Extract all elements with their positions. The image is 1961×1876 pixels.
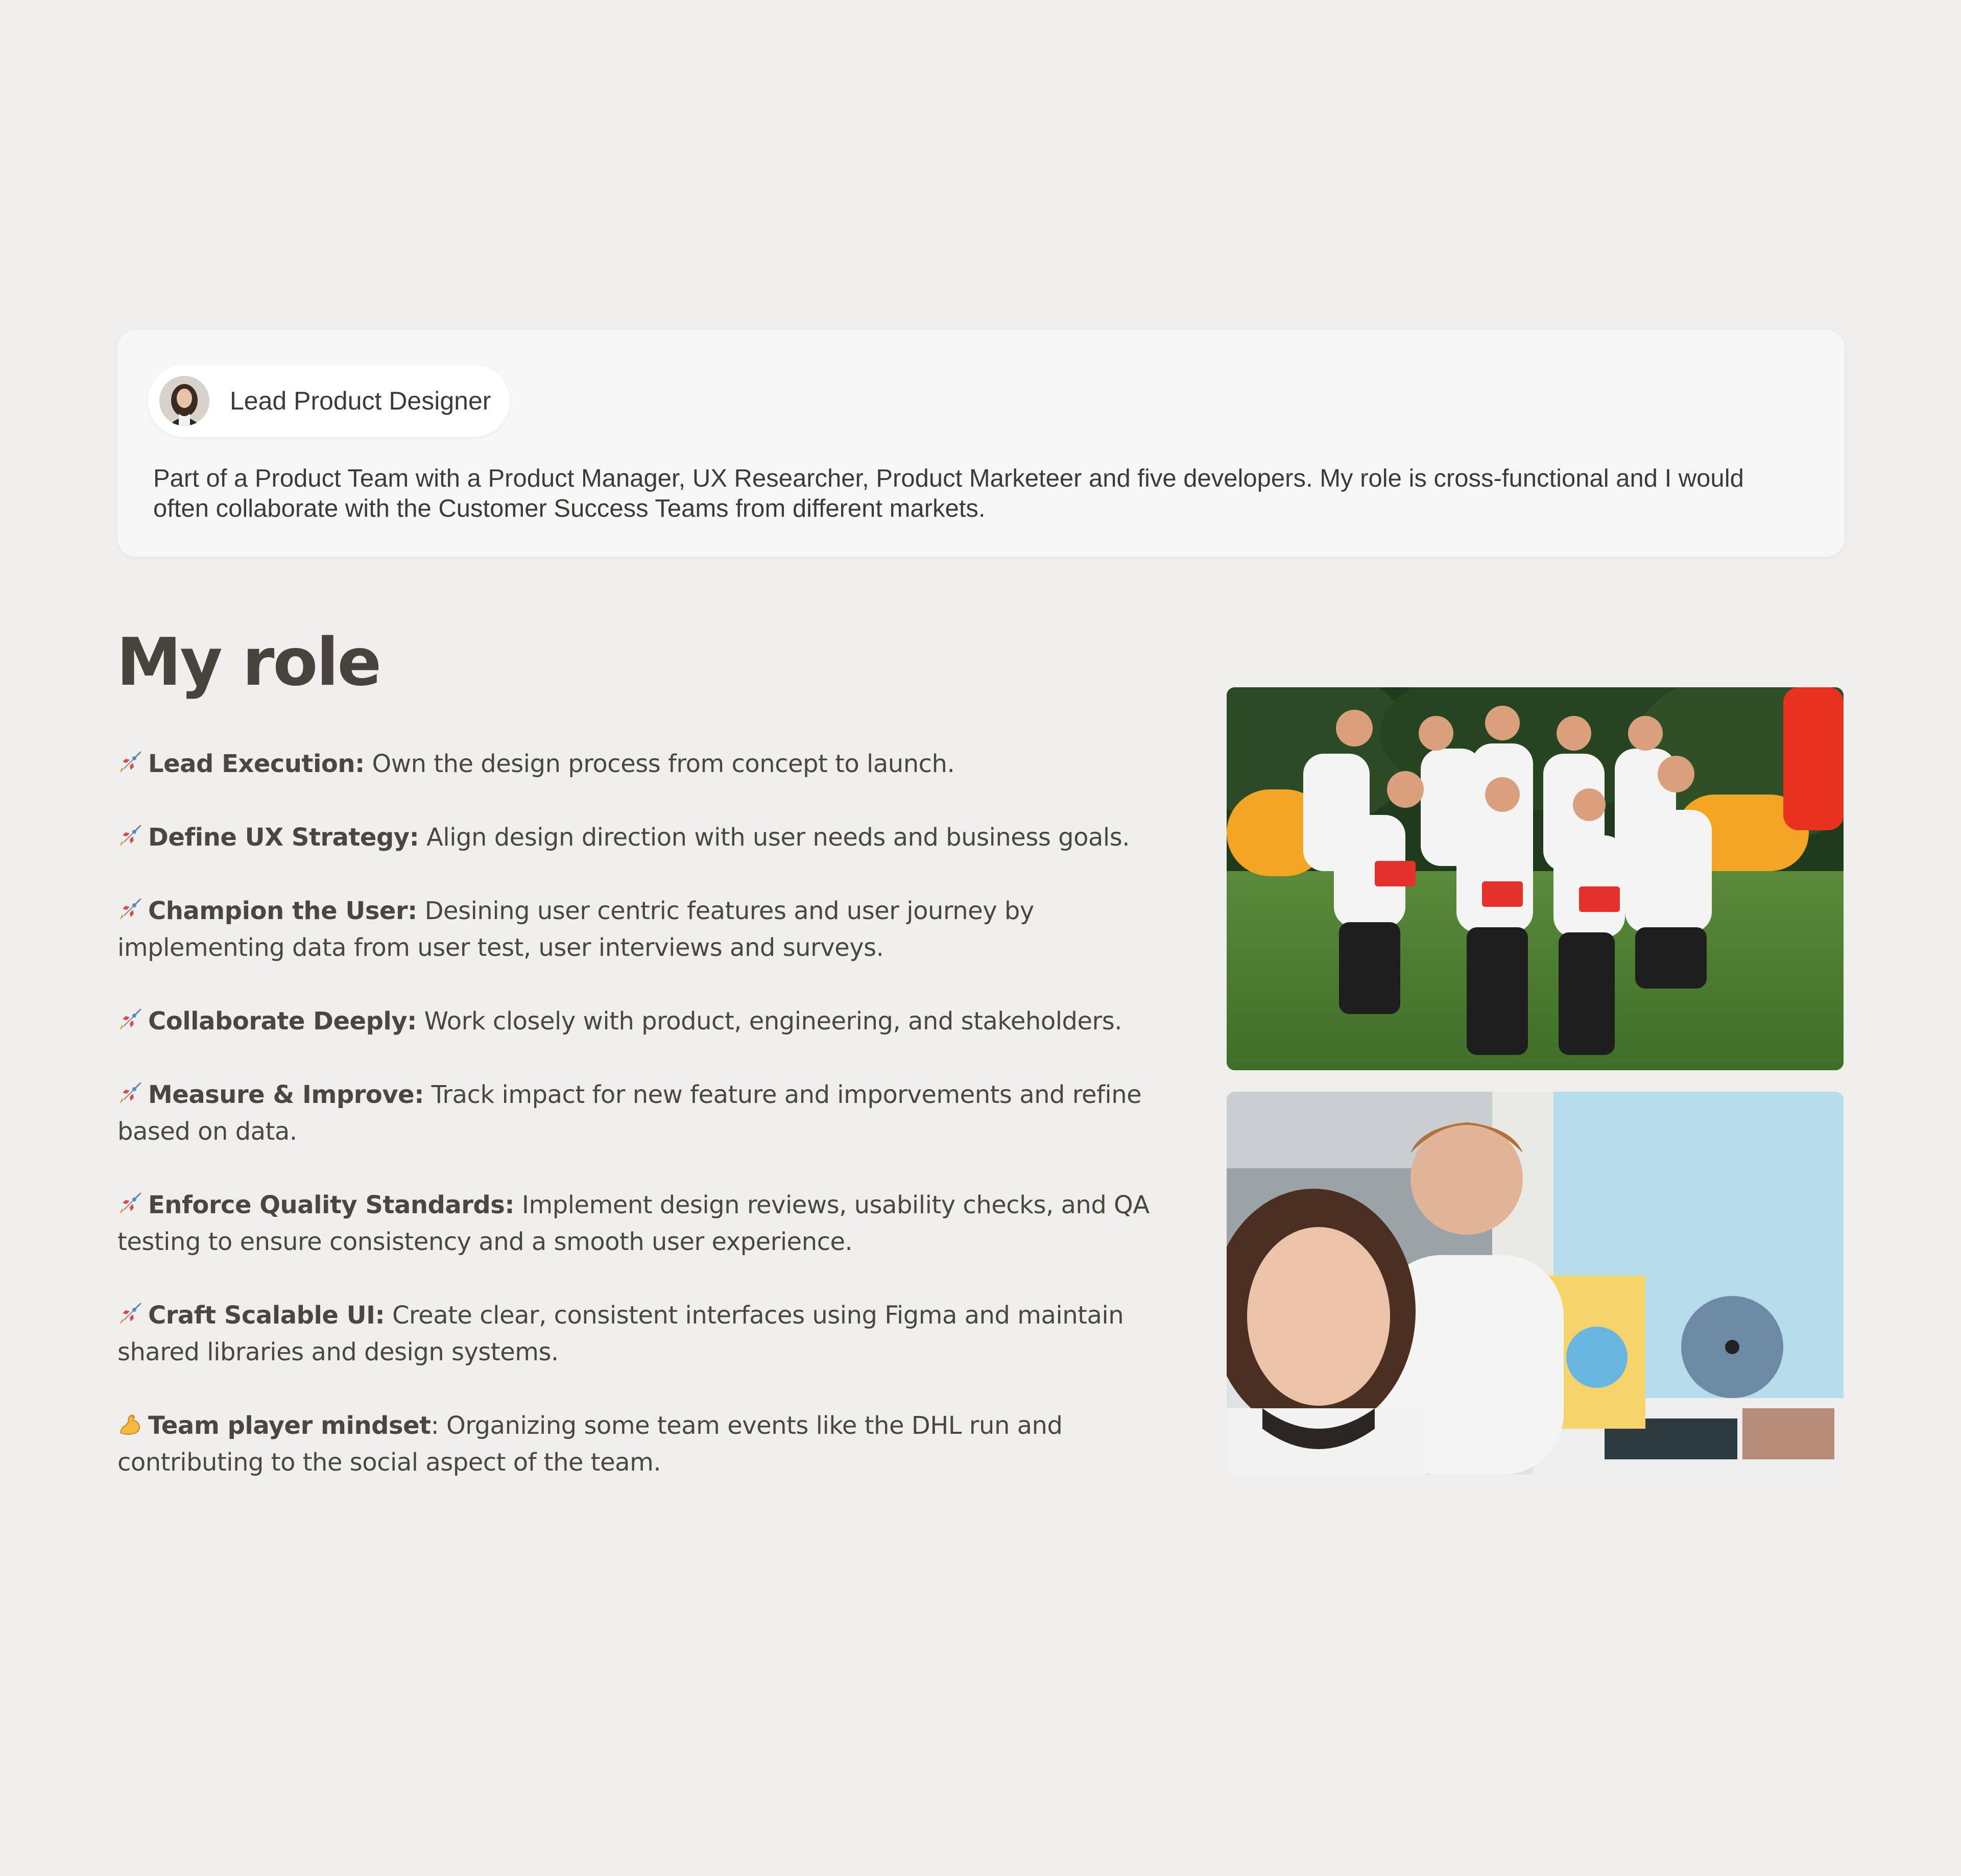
item-title: Collaborate Deeply:: [148, 1007, 417, 1036]
rocket-icon: [117, 822, 143, 848]
item-text: Create clear, consistent interfaces using Figma and maintain shared libraries and design systems.: [117, 1301, 1124, 1366]
item-text: Align design direction with user needs and business goals.: [419, 823, 1130, 852]
list-item: [117, 1407, 1180, 1481]
avatar: [159, 376, 209, 426]
item-text: Own the design process from concept to launch.: [364, 750, 955, 778]
item-text: : Organizing some team events like the DHL run and contributing to the social aspect of the team.: [117, 1411, 1063, 1477]
item-title: Champion the User:: [148, 897, 417, 925]
team-run-photo: [1227, 687, 1844, 1070]
item-title: Measure & Improve:: [148, 1080, 424, 1109]
rocket-icon: [117, 1190, 143, 1215]
list-item: [117, 1297, 1180, 1370]
item-text: Track impact for new feature and imporvements and refine based on data.: [117, 1080, 1142, 1146]
item-title: Lead Execution:: [148, 750, 365, 778]
item-title: Team player mindset: [148, 1411, 431, 1440]
list-item: [117, 745, 1180, 782]
event-booth-photo: [1227, 1092, 1844, 1475]
rocket-icon: [117, 1006, 143, 1031]
role-title: Lead Product Designer: [230, 387, 491, 415]
item-title: Enforce Quality Standards:: [148, 1191, 515, 1219]
list-item: [117, 1003, 1180, 1040]
role-chip: [148, 365, 510, 437]
list-item: [117, 1187, 1180, 1260]
rocket-icon: [117, 1079, 143, 1105]
rocket-icon: [117, 1300, 143, 1326]
item-text: Implement design reviews, usability checks, and QA testing to ensure consistency and a smooth user experience.: [117, 1191, 1150, 1256]
role-card: [117, 330, 1845, 557]
list-item: [117, 1076, 1180, 1150]
list-item: [117, 819, 1180, 856]
section-heading: My role: [116, 624, 380, 701]
item-text: Desining user centric features and user journey by implementing data from user test, user interviews and surveys.: [117, 897, 1034, 962]
list-item: [117, 893, 1180, 966]
item-title: Craft Scalable UI:: [148, 1301, 385, 1330]
rocket-icon: [117, 749, 143, 774]
flexed-biceps-icon: [117, 1410, 143, 1436]
role-list: [117, 745, 1180, 1518]
team-description: Part of a Product Team with a Product Manager, UX Researcher, Product Marketeer and five developers. My role is cross-functional and I would often collaborate with the Customer Success Teams from different markets.: [153, 465, 1744, 522]
item-text: Work closely with product, engineering, and stakeholders.: [416, 1007, 1122, 1036]
rocket-icon: [117, 896, 143, 921]
item-title: Define UX Strategy:: [148, 823, 419, 852]
